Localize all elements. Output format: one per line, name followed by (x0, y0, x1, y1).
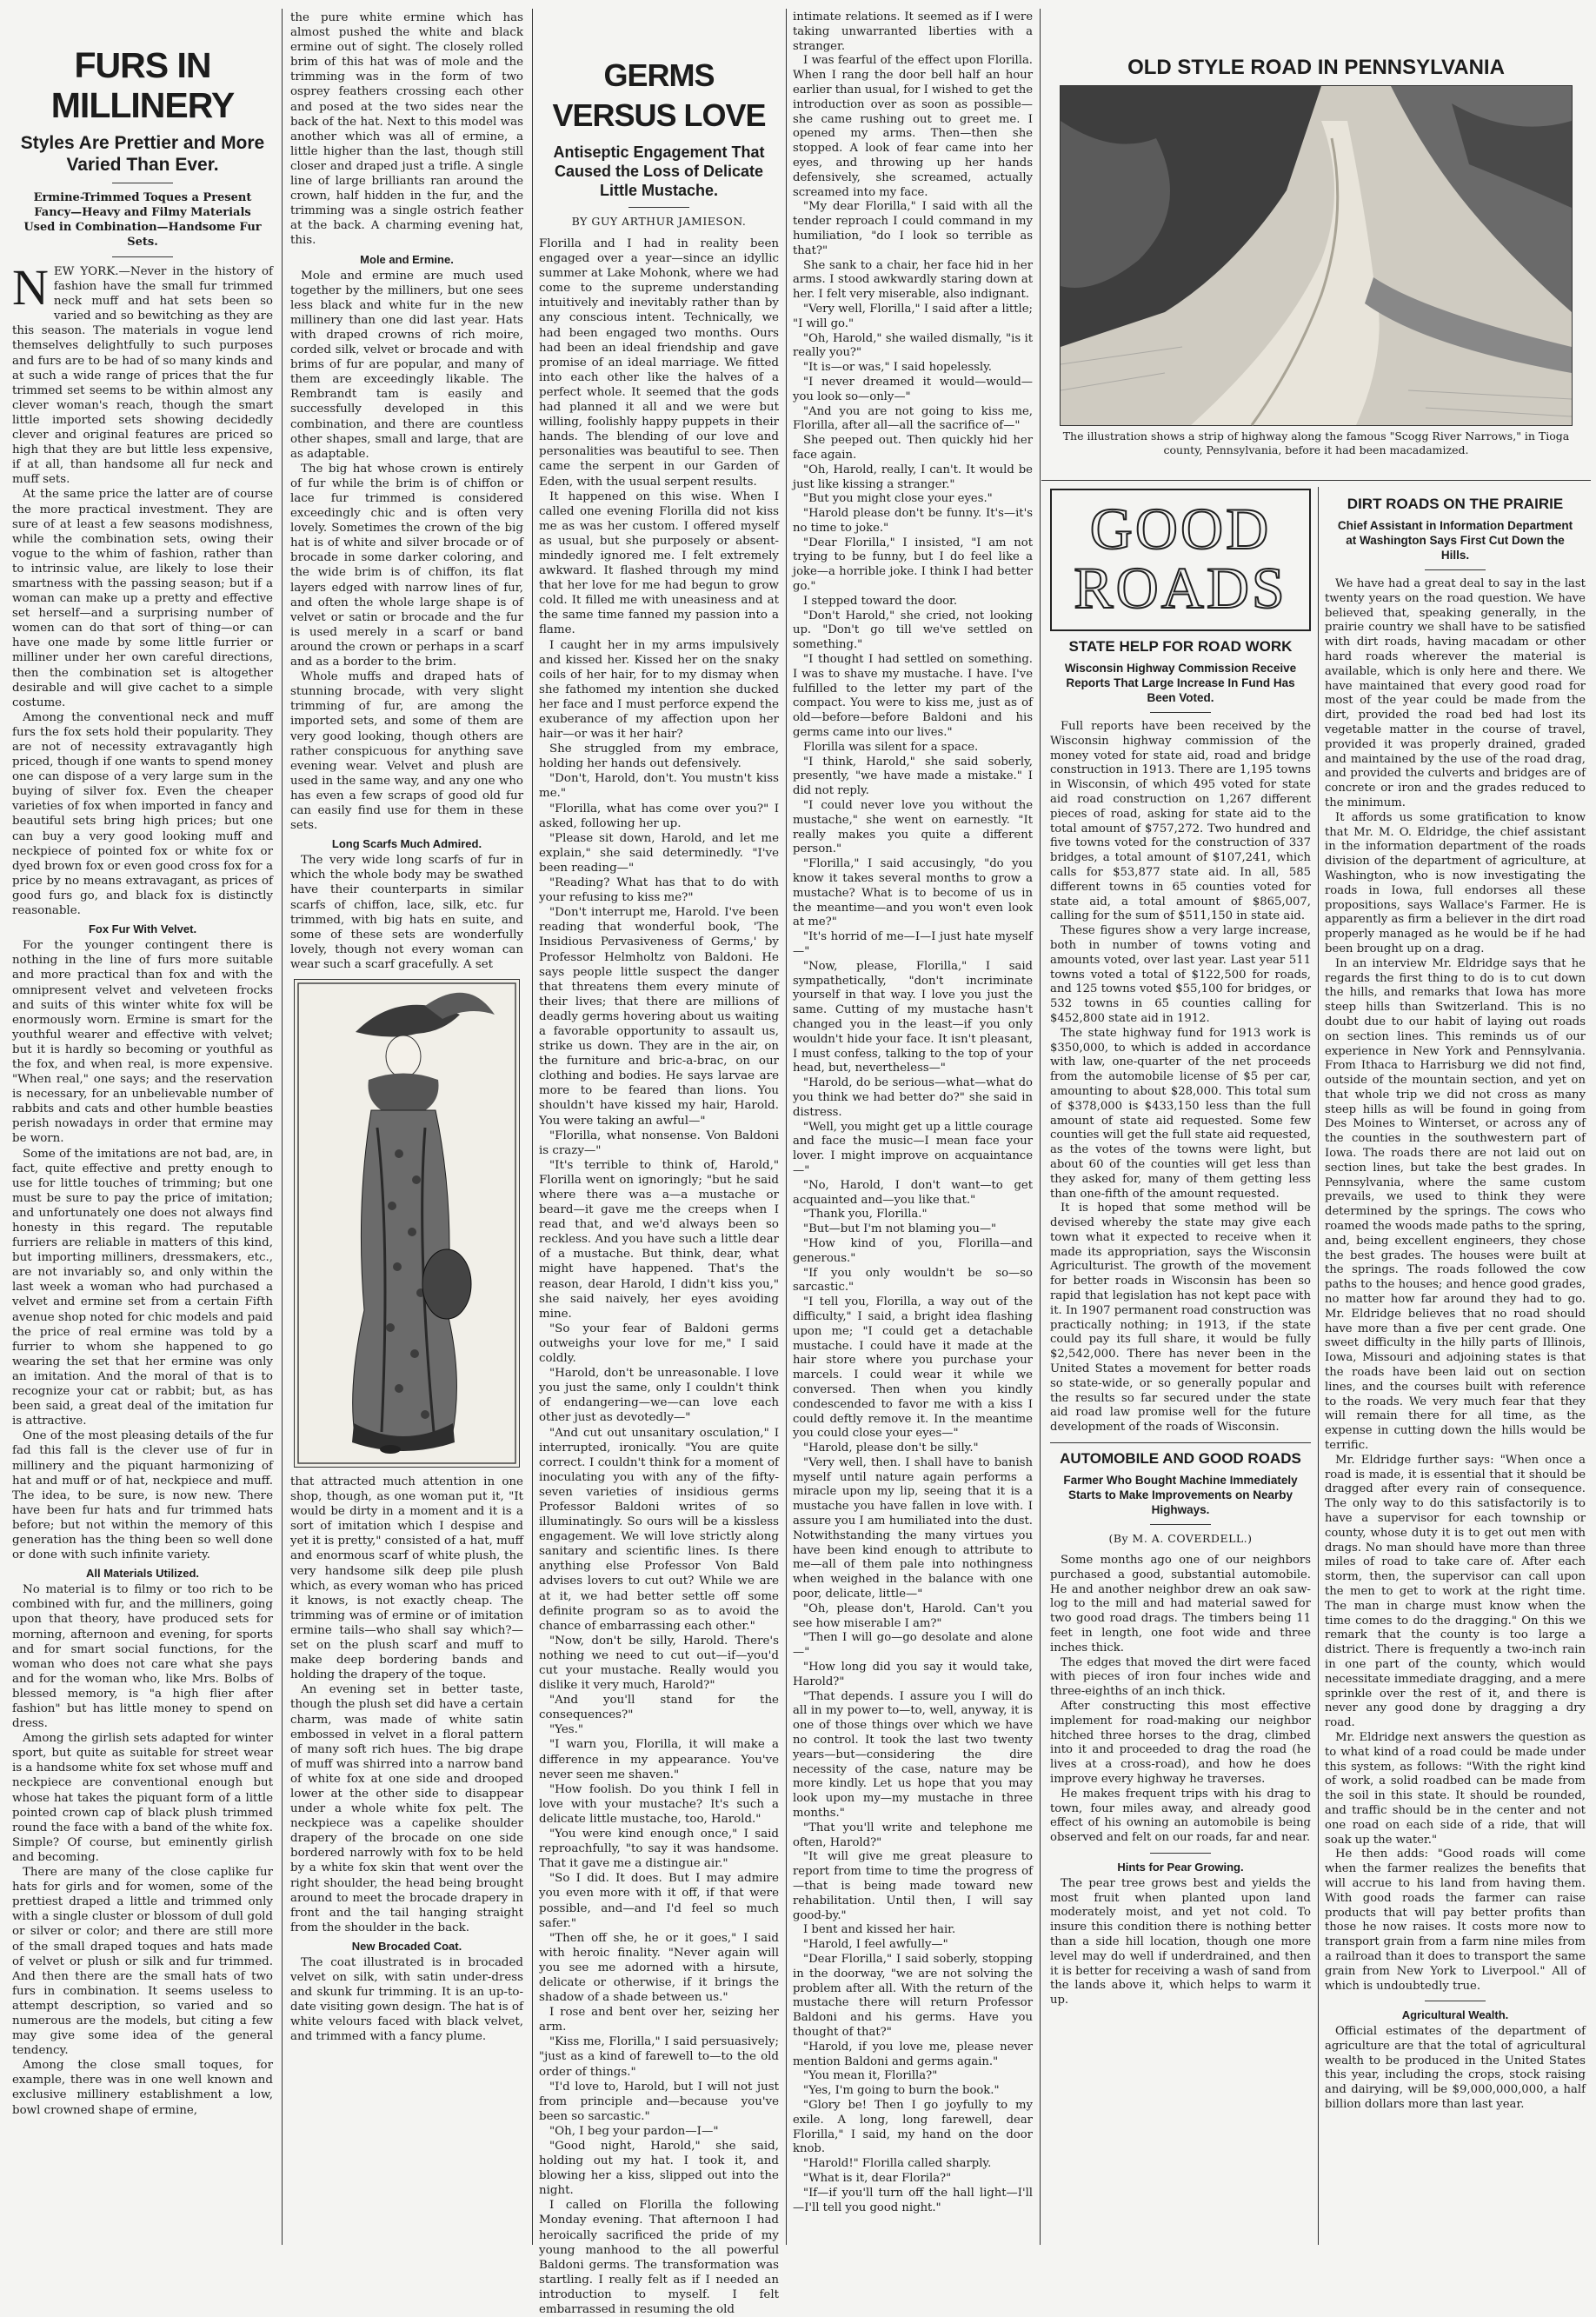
article-deck: Styles Are Prettier and More Varied Than Ever. (20, 133, 265, 175)
paragraph: "If you only wouldn't be so—so sarcastic." (793, 1266, 1033, 1295)
paragraph: "I'd love to, Harold, but I will not just from principle and—because you've been so sarcastic." (539, 2080, 779, 2123)
paragraph: There are many of the close caplike fur hats for girls and for women, some of the prettiest draped a little and trimmed only with a single cluster or blossom of dull gold or silver or color; and there are still more of the small draped toques and hats made of velvet or plush or silk and fur trimmed. And then there are the small hats of two furs in combination. It seems useless to attempt description, so varied and so numerous are the models, but citing a few may give some idea of the general tendency. (12, 1866, 273, 2058)
paragraph: One of the most pleasing details of the fur fad this fall is the clever use of fur in millinery and the piquant harmonizing of hat and muff or of hat, neckpiece and muff. The idea, to be sure, is now new. There have been fur hats and fur trimmed hats before; but not within the memory of this generation has the thing been so well done or done with such infinite variety. (12, 1429, 273, 1562)
column-rule (532, 9, 533, 2245)
paragraph: It affords us some gratification to know that Mr. M. O. Eldridge, the chief assistant in the information department of the roads division of the department of agriculture, at Washington, who is now investigating the roads in Iowa, full endorses all these propositions, says Wallace's Farmer. He is apparently as firm a believer in the dirt road properly managed as he would be if he had been brought up on a drag. (1325, 810, 1586, 955)
paragraph: An evening set in better taste, though the plush set did have a certain charm, was made of white satin embossed in velvet in a floral pattern of many soft rich hues. The big drape of muff was shirred into a narrow band of white fox at one side and drooped lower at the other side to disappear under a whole white fox pelt. The neckpiece was a capelike shoulder drapery of the brocade on one side bordered narrowly with fox to be held by a white fox skin that went over the right shoulder, the head being brought around to meet the brocade drapery in front and the tail hanging straight from the shoulder in the back. (290, 1683, 523, 1934)
paragraph: I called on Florilla the following Monday evening. That afternoon I had heroically sacrificed the pride of my young manhood to the all powerful Baldoni germs. The transformation was startling. I really felt as if I needed an introduction to myself. I felt embarrassed in resuming the old (539, 2199, 779, 2317)
paragraph: "Dear Florilla," I said soberly, stopping in the doorway, "we are not solving the problem after all. With the return of the mustache there will return Professor Baldoni and his germs. Have you thought of that?" (793, 1952, 1033, 2039)
paragraph: "I thought I had settled on something. I was to shave my mustache. I have. I've fulfilled to the letter my part of the compact. You were to kiss me, just as of old—before—before Baldoni and his germs came into our lives." (793, 653, 1033, 740)
paragraph: We have had a great deal to say in the last twenty years on the road question. We have believed that, speaking generally, in the prairie country we shall have to be satisfied with dirt roads, having macadam or other hard roads wherever the material is available, which is only here and there. We have maintained that every good road for most of the year could be made from the dirt, provided the road bed had lost its vegetable matter in the course of travel, provided it was properly drained, graded and maintained by the use of the road drag, and provided the culverts and bridges are of concrete or iron and the grades reduced to the minimum. (1325, 577, 1586, 809)
paragraph: The coat illustrated is in brocaded velvet on silk, with satin under-dress and skunk fur trimming. It is an up-to-date visiting gown design. The hat is of white velours faced with black velvet, and trimmed with a fancy plume. (290, 1956, 523, 2044)
paragraph: The very wide long scarfs of fur in which the whole body may be swathed have their counterparts in similar scarfs of chiffon, lace, silk, etc. fur trimmed, with big hats en suite, and some of these sets are wonderfully lovely, though not every woman can wear such a scarf gracefully. A set (290, 854, 523, 971)
photo-caption: The illustration shows a strip of highway along the famous "Scogg River Narrows," in Tioga county, Pennsylvania, before it had been macadamized. (1062, 429, 1570, 456)
paragraph: "So I did. It does. But I may admire you even more with it off, if that were possible, and—and I'd feel so much safer." (539, 1872, 779, 1930)
article-subdeck: Ermine-Trimmed Toques a Present Fancy—Heavy and Filmy Materials Used in Combination—Handsome Fur Sets. (23, 191, 262, 249)
paragraph: Mr. Eldridge further says: "When once a road is made, it is essential that it should be dragged after every rain of consequence. The only way to do this satisfactorily is to have a supervisor for each township or county, whose duty it is to get out men with drags. No man should have more than three miles of road to take care of. After each storm, then, the supervisor can call upon the men to get to work at the right time. The man in charge must know when the time comes to do the dragging." On this we remark that the county is too large a district. There is frequently a two-inch rain in one part of the county, which would necessitate immediate dragging, and a mere sprinkle over the rest of it, and there is never any good done by dragging a dry road. (1325, 1453, 1586, 1730)
paragraph: She sank to a chair, her face hid in her arms. I stood awkwardly staring down at her. I felt very miserable, also indignant. (793, 258, 1033, 302)
banner-line: GOOD (1089, 496, 1272, 562)
paragraph: "Florilla, what has come over you?" I asked, following her up. (539, 802, 779, 830)
paragraph: "It's horrid of me—I—I just hate myself—" (793, 930, 1033, 958)
paragraph: "That depends. I assure you I will do all in my power to—to, well, anyway, it is one of those things over which we have no control. It took the last two twenty years—but—considering the dire necessity of the case, nature may be more kindly. Let us hope that you may look upon my—my mustache in three months." (793, 1689, 1033, 1821)
byline: (By M. A. COVERDELL.) (1108, 1532, 1253, 1546)
paragraph: "It is—or was," I said hopelessly. (803, 361, 992, 375)
furs-article-continued (290, 10, 523, 2243)
paragraph: "I could never love you without the mustache," she went on earnestly. "It really makes you quite a different person." (793, 799, 1033, 856)
paragraph: Among the conventional neck and muff furs the fox sets hold their popularity. They are not of necessity extravagantly high priced, though if one wants to spend money one can dispose of a very large sum in the buying of silver fox. Even the cheaper varieties of fox when imported in fancy and beautiful sets bring high prices; but one can buy a very good looking muff and neckpiece of pointed fox or white fox or dyed brown fox or even good cross fox for a price by no means extravagant, as prices of good furs go, and black fox is distinctly reasonable. (12, 710, 273, 918)
paragraph: "Oh, Harold, really, I can't. It would be just like kissing a stranger." (793, 463, 1033, 491)
paragraph: "Reading? What has that to do with your refusing to kiss me?" (539, 876, 779, 905)
paragraph: "Yes, I'm going to burn the book." (803, 2084, 1000, 2098)
paragraph: "So your fear of Baldoni germs outweighs your love for me," I said coldly. (539, 1322, 779, 1366)
section-divider (1050, 1442, 1311, 1443)
divider (628, 207, 689, 208)
divider (1150, 712, 1211, 713)
road-photo-block (1047, 10, 1586, 487)
paragraph: At the same price the latter are of course the more practical investment. They are sure of at least a few seasons modishness, while the combination sets, owing their vogue to the whim of fashion, rather than to intrinsic value, are likely to lose their smartness with the passing season; but if a woman can make up a pretty and effective set herself—and a surprising number of women can do that sort of thing—or can have one made by some little furrier or milliner under her own careful directions, then the combination set is altogether desirable and will give cachet to a simple costume. (12, 488, 273, 709)
paragraph: Some of the imitations are not bad, are, in fact, quite effective and pretty enough to use for little touches of trimming; but one must be sure to pay the price of imitation; and unfortunately one does not always find honesty in this regard. The reputable furriers are reliable in matters of this kind, but importing milliners, dressmakers, etc., are not invariably so, and only within the last week a woman who had purchased a velvet and ermine set from a certain Fifth avenue shop noted for chic models and paid the price of real ermine was told by a furrier to whom she happened to go wearing the set that her ermine was only an imitation. And the moral of that is to recognize your cat or rabbit; but, as has been said, a great deal of the imitation fur is attractive. (12, 1147, 273, 1428)
paragraph: These figures show a very large increase, both in number of towns voting and amounts voted, over last year. Last year 511 towns voted a total of $122,500 for roads, and 125 towns voted $55,100 for bridges, or 532 towns in 65 counties calling for $452,800 state aid in 1912. (1050, 924, 1311, 1025)
article-body (793, 10, 1033, 2215)
subhead: New Brocaded Coat. (351, 1939, 462, 1953)
paragraph: The big hat whose crown is entirely of fur while the brim is of chiffon or lace fur trimmed is considered exceedingly chic and is often very lovely. Sometimes the crown of the big hat is of white and silver brocade or of brocade in some darker coloring, and the wide brim is of chiffon, its flat layers edged with narrow lines of fur, and often the whole large shape is of velvet or satin or brocade and the fur is used merely in a scarf or band around the crown or perhaps in a scarf and as a border to the brim. (290, 462, 523, 669)
paragraph: "It's terrible to think of, Harold," Florilla went on ignoringly; "but he said where there was a—a mustache or beard—it gave me the creeps when I read that, and we'd always been so reckless. And you have such a little dear of a mustache. But think, dear, what might have happened. That's the reason, dear Harold, I didn't kiss you," she said naively, her eyes avoiding mine. (539, 1158, 779, 1321)
paragraph: "Please sit down, Harold, and let me explain," she said determinedly. "I've been reading—" (539, 831, 779, 875)
column-rule (1040, 9, 1041, 2245)
paragraph: "Harold, I feel awfully—" (803, 1938, 948, 1952)
paragraph: "Then off she, he or it goes," I said with heroic finality. "Never again will you see me adorned with a hirsute, delicate or otherwise, if it brings the shadow of a shade between us." (539, 1931, 779, 2005)
subhead: Hints for Pear Growing. (1117, 1860, 1244, 1874)
paragraph: "Don't interrupt me, Harold. I've been reading that wonderful book, 'The Insidious Pervasiveness of Germs,' by Professor Helmholtz von Baldoni. He says people little suspect the danger that threatens them every minute of their lives; that there are millions of deadly germs hovering about us waiting a favorable opportunity to assault us, strike us down. They are in the air, on the furniture and bric-a-brac, on our clothing and bodies. He says larvae are more to be feared than lions. You shouldn't have kissed my hair, Harold. You were taking an awful—" (539, 906, 779, 1128)
article-headline: STATE HELP FOR ROAD WORK (1068, 638, 1293, 655)
paragraph: "I tell you, Florilla, a way out of the difficulty," I said, a bright idea flashing upon me; "I could get a detachable mustache. I could have it made at the hair store where you purchase your marcels. I could wear it while we conversed. Then when you kindly condescended to favor me with a kiss I could deftly remove it. In the meantime you could close your eyes—" (793, 1295, 1033, 1441)
paragraph: Official estimates of the department of agriculture are that the total of agricultural wealth to be produced in the United States this year, including the crops, stock raising and dairying, will be $9,000,000,000, a half billion dollars more than last year. (1325, 2025, 1586, 2112)
paragraph: "Oh, please don't, Harold. Can't you see how miserable I am?" (793, 1601, 1033, 1630)
paragraph: "How long did you say it would take, Harold?" (793, 1661, 1033, 1688)
article-body (539, 236, 779, 2317)
paragraph: No material is to filmy or too rich to be combined with fur, and the milliners, going upon that theory, have produced sets for morning, afternoon and evening, for sports and for smart social functions, for the woman who does not care what she pays and for the woman who, like Mrs. Bolbs of blessed memory, is "a high flier after fashion" but has little money to spend on dress. (12, 1583, 273, 1731)
divider (112, 256, 173, 257)
paragraph: "But—but I'm not blaming you—" (803, 1222, 997, 1236)
paragraph: "But you might close your eyes." (803, 492, 993, 506)
paragraph: Mr. Eldridge next answers the question as to what kind of a road could be made under this system, as follows: "With the right kind of work, a solid roadbed can be made from the soil in this state. It should be rounded, and traffic should be in the center and not one road on each side of a ride, that will soak up the water." (1325, 1730, 1586, 1847)
paragraph: "Now, don't be silly, Harold. There's nothing we need to cut out—if—you'd cut your mustache. Really would you dislike it very much, Harold?" (539, 1634, 779, 1693)
good-roads-column (1050, 489, 1311, 2243)
paragraph: "And cut out unsanitary osculation," I interrupted, ironically. "You are quite correct. I couldn't think for a moment of inoculating you with any of the fifty-seven varieties of insidious germs Professor Baldoni writes of so illuminatingly. So ours will be a kissless engagement. We will love strictly along sanitary and scientific lines. Is there anything else Professor Von Bald advises lovers to cut out? While we are at it, we had better settle off some definite program so as to avoid the chance of embarrassing each other." (539, 1426, 779, 1633)
paragraph: "Kiss me, Florilla," I said persuasively; "just as a kind of farewell to—to the old order of things." (539, 2035, 779, 2079)
article-deck: Antiseptic Engagement That Caused the Loss of Delicate Little Mustache. (553, 143, 765, 199)
paragraph: "Then I will go—go desolate and alone—" (793, 1631, 1033, 1660)
paragraph: In an interview Mr. Eldridge says that he regards the first thing to do is to cut down the hills, and remarks that Iowa has more steep hills than Switzerland. This is no doubt due to our habit of laying out roads on section lines. This reminds us of our experience in New York and Pennsylvania. From Ithaca to Harrisburg we did not find, outside of the mountain section, and yet on that whole trip we did not cross as many steep hills as will be found in going from Des Moines to Winterset, or across any of the counties in the southwestern part of Iowa. The roads there are not laid out on section lines, but take the best grades. In Pennsylvania, where the same custom prevails, we used to think they were determined by the springs. The cows who roamed the woods made paths to the spring, and, being excellent engineers, they chose the best grades. The houses were built at the springs. The roads followed the cow paths to the houses; and hence good grades, no matter how far around they had to go. Mr. Eldridge believes that no road should have more than a five per cent grade. One sweet difficulty in the hilly parts of Illinois, Iowa, Missouri and adjoining states is that the roads have been laid out on section lines, and the courses built with reference to the roads. We very much fear that they will remain there for all time, as the expense in cutting down the hills would be terrific. (1325, 956, 1586, 1453)
paragraph: "You were kind enough once," I said reproachfully, "to say it was handsome. That it gave me a distingue air." (539, 1828, 779, 1871)
furs-article (12, 10, 273, 2243)
paragraph: "Harold, do be serious—what—what do you think we had better do?" she said in distress. (793, 1076, 1033, 1119)
article-body (290, 1475, 523, 2045)
paragraph: that attracted much attention in one shop, though, as one woman put it, "It would be dirty in a moment and it is a sort of imitation which I despise and yet it is pretty," consisted of a hat, muff and enormous scarf of white plush, the very handsome silk deep pile plush which, as every woman who has priced it knows, is not exactly cheap. The trimming was of ermine or of imitation ermine tails—who shall say which?—set on the plush scarf and muff to make deep bordering bands and holding the drapery of the toque. (290, 1475, 523, 1682)
paragraph: "Glory be! Then I go joyfully to my exile. A long, long farewell, dear Florilla," I said, my hand on the door knob. (793, 2098, 1033, 2156)
paragraph: It is hoped that some method will be devised whereby the state may give each town what it expected to receive when it made its appropriation, says the Wisconsin Agriculturist. The growth of the movement for better roads in Wisconsin has been so rapid that legislation has not kept pace with it. In 1907 permanent road construction was practically nothing; in 1913, if the state could pay its full share, it would be fully $2,542,000. There has never been in the United States a movement for better roads so state-wide, or so generally popular and the results so far secured under the state aid road law promise well for the future development of the roads of Wisconsin. (1050, 1202, 1311, 1435)
paragraph: Florilla and I had in reality been engaged over a year—since an idyllic summer at Lake Mohonk, where we had come to the supreme understanding intuitively and inevitably rather than by any conscious intent. Technically, we had been engaged two months. Ours had been an ideal friendship and gave promise of an ideal marriage. We fitted into each other like the halves of a perfect whole. It seemed that the gods had planned it all and we were but willing, foolishly happy puppets in their hands. The blending of our love and personalities was beautiful to see. Then came the serpent in our Garden of Eden, with the usual serpent results. (539, 237, 779, 489)
paragraph: "Harold!" Florilla called sharply. (803, 2157, 992, 2171)
paragraph: She struggled from my embrace, holding her hands out defensively. (539, 742, 779, 771)
paragraph: I stepped toward the door. (803, 594, 958, 608)
paragraph: Some months ago one of our neighbors purchased a good, substantial automobile. He and another neighbor drew an oak saw-log to the mill and had material sawed for two good road drags. The timbers being 11 feet in length, one foot wide and three inches thick. (1050, 1554, 1311, 1655)
paragraph: She peeped out. Then quickly hid her face again. (793, 434, 1033, 462)
paragraph: "My dear Florilla," I said with all the tender reproach I could command in my humiliation, "do I look so terrible as that?" (793, 200, 1033, 257)
byline: BY GUY ARTHUR JAMIESON. (571, 215, 747, 228)
article-headline: FURS IN MILLINERY (50, 45, 235, 125)
article-body (12, 259, 273, 2118)
paragraph: "Florilla, what nonsense. Von Baldoni is crazy—" (539, 1129, 779, 1157)
paragraph: "It will give me great pleasure to report from time to time the progress of—that is being made toward new rehabilitation. Until then, I will say good-by." (793, 1850, 1033, 1922)
paragraph: Florilla was silent for a space. (803, 740, 979, 754)
paragraph: "Very well, then. I shall have to banish myself until nature again performs a miracle upon my lip, seeing that it is a mustache you have fallen in love with. I assure you I am humiliated into the dust. Notwithstanding the many virtues you have been kind enough to attribute to me—all of them pale into nothingness when weighed in the balance with one poor, delicate, little—" (793, 1455, 1033, 1601)
germs-article (539, 10, 779, 2317)
paragraph: "How foolish. Do you think I fell in love with your mustache? It's such a delicate little mustache, too, Harold." (539, 1782, 779, 1826)
paragraph: "I think, Harold," she said soberly, presently, "we have made a mistake." I did not reply. (793, 755, 1033, 798)
subhead: Long Scarfs Much Admired. (331, 837, 482, 851)
paragraph: "Well, you might get up a little courage and face the music—I mean face your lover. I might improve on acquaintance—" (793, 1120, 1033, 1177)
article-body (1325, 577, 1586, 2113)
paragraph: "Good night, Harold," she said, holding out my hat. I took it, and blowing her a kiss, slipped out into the night. (539, 2140, 779, 2198)
paragraph: I bent and kissed her hair. (803, 1923, 956, 1937)
paragraph: "No, Harold, I don't want—to get acquainted and—you like that." (793, 1178, 1033, 1207)
paragraph: "And you are not going to kiss me, Florilla, after all—all the sacrifice of—" (793, 404, 1033, 433)
paragraph: "You mean it, Florilla?" (803, 2069, 938, 2083)
paragraph: "Now, please, Florilla," I said sympathetically, "don't incriminate yourself in that way. I love you just the same. Cutting of my mustache hasn't changed you in the least—if you only wouldn't hide your face. It isn't pleasant, I must confess, talking to the top of your head, but, nevertheless—" (793, 959, 1033, 1075)
drop-cap: N (12, 259, 49, 316)
paragraph: "And you'll stand for the consequences?" (539, 1694, 779, 1722)
paragraph: He then adds: "Good roads will come when the farmer realizes the benefits that will accrue to his land from having them. With good roads the farmer can raise products that will pay better profits than those he now raises. It costs more now to transport grain from a farm nine miles from a railroad than it does to transport the same grain from New York to Liverpool." All of which is undoubtedly true. (1325, 1848, 1586, 1993)
paragraph: "Harold, if you love me, please never mention Baldoni and germs again." (793, 2040, 1033, 2068)
section-divider (1041, 480, 1591, 481)
article-deck: Chief Assistant in Information Department at Washington Says First Cut Down the Hills. (1337, 519, 1573, 562)
subhead: All Materials Utilized. (85, 1567, 200, 1581)
paragraph: the pure white ermine which has almost pushed the white and black ermine out of sight. The closely rolled brim of this hat was of mole and the trimming was in the form of two osprey feathers crossing each other and posed at the two sides near the back of the hat. Next to this model was another which was all of ermine, a little higher than the last, though still closer and draped just a trifle. A single line of large brilliants ran around the crown, half hidden in the fur, and the trimming was a single ostrich feather at the back. A charming evening hat, this. (290, 11, 523, 248)
banner-line: ROADS (1074, 555, 1287, 621)
road-landscape-image (1061, 86, 1572, 425)
paragraph: "That you'll write and telephone me often, Harold?" (793, 1821, 1033, 1849)
paragraph: Mole and ermine are much used together by the milliners, but one sees less black and white fur in the new millinery than one did last year. Hats with draped crowns of rich moire, corded silk, velvet or brocade and with brims of fur are popular, and many of them are exceedingly likable. The Rembrandt tam is easily and successfully developed in this combination, and there are countless other shapes, small and large, that are as adaptable. (290, 269, 523, 461)
paragraph: "Harold, please don't be silly." (803, 1441, 979, 1455)
divider (1150, 1853, 1211, 1854)
paragraph: "Oh, Harold," she wailed dismally, "is it really you?" (793, 331, 1033, 360)
paragraph: intimate relations. It seemed as if I were taking unwarranted liberties with a stranger. (793, 10, 1033, 53)
woman-in-coat-image (295, 980, 519, 1467)
subhead: Mole and Ermine. (360, 252, 454, 266)
fashion-illustration (294, 979, 520, 1468)
article-headline: AUTOMOBILE AND GOOD ROADS (1060, 1450, 1301, 1468)
paragraph: "If—if you'll turn off the hall light—I'll—I'll tell you good night." (793, 2186, 1033, 2214)
paragraph: "How kind of you, Florilla—and generous." (793, 1236, 1033, 1265)
divider (1150, 1524, 1211, 1525)
paragraph: "Harold please don't be funny. It's—it's no time to joke." (793, 507, 1033, 535)
article-headline: GERMS VERSUS LOVE (552, 57, 766, 133)
paragraph: "Harold, don't be unreasonable. I love you just the same, only I couldn't think of endangering—we—can love each other just as devotedly—" (539, 1367, 779, 1425)
article-body (1050, 1554, 1311, 2008)
paragraph: "I warn you, Florilla, it will make a difference in my appearance. You've never seen me shaven." (539, 1738, 779, 1781)
paragraph: EW YORK.—Never in the history of fashion have the small fur trimmed neck muff and hat sets been so varied and so bewitching as they are this season. The materials in vogue lend themselves delightfully to such purposes and furs are to be had of so many kinds and at such a wide range of prices that the fur trimmed set seems to be within almost any clever woman's reach, though the smart little imported sets showing decidedly clever and original features are priced so high that they are but little less expensive, if at all, than handsome all fur neck and muff sets. (12, 265, 273, 487)
photo-headline: OLD STYLE ROAD IN PENNSYLVANIA (1127, 56, 1505, 79)
article-body (1050, 720, 1311, 1435)
paragraph: "What is it, dear Florila?" (803, 2171, 952, 2185)
paragraph: Full reports have been received by the Wisconsin highway commission of the money voted for state aid, road and bridge construction in 1913. There are 1,195 towns in Wisconsin, of which 495 voted for state aid road construction on 1,267 different pieces of road, asking for state aid to the total amount of $757,272. Two hundred and five towns voted for the construction of 337 bridges, a total amount of $107,241, which calls for $53,877 state aid. In all, 585 different towns in 65 counties voted for state aid, a total amount of $865,007, calling for the sum of $511,150 in state aid. (1050, 720, 1311, 923)
paragraph: After constructing this most effective implement for road-making our neighbor hitched three horses to the drag, climbed into it and proceeded to drag the road (he lives at a cross-road), and how he does improve every highway he traverses. (1050, 1700, 1311, 1786)
paragraph: "Yes." (549, 1723, 584, 1737)
paragraph: "Very well, Florilla," I said after a little; "I will go." (793, 302, 1033, 330)
paragraph: Among the girlish sets adapted for winter sport, but quite as suitable for street wear is a handsome white fox set whose muff and neckpiece are conventional enough but whose hat takes the piquant form of a little pointed crown cap of black plush trimmed round the face with a band of the white fox. Simple? Of course, but eminently girlish and becoming. (12, 1732, 273, 1864)
article-headline: DIRT ROADS ON THE PRAIRIE (1347, 496, 1564, 512)
paragraph: "Don't, Harold, don't. You mustn't kiss me." (539, 772, 779, 801)
column-rule (1318, 487, 1319, 2245)
divider (1425, 569, 1486, 570)
paragraph: I was fearful of the effect upon Florilla. When I rang the door bell half an hour earlier than usual, for I wished to get the introduction over as soon as possible—she came rushing out to greet me. I opened my arms. Then—then she stopped. A look of fear came into her eyes, and throwing up her hands defensively, she screamed, actually screamed into my face. (793, 54, 1033, 199)
paragraph: The state highway fund for 1913 work is $350,000, to which is added in accordance with law, one-quarter of the net proceeds from the automobile license of $5 per car, amounting to about $28,000. This total sum of $378,000 is $433,150 less than the full amount of state aid requested. Some few counties will get the full state aid requested, as the votes of the towns were light, but about 60 of the counties will get less than they asked for, many of them getting less than one-fifth of the amount requested. (1050, 1026, 1311, 1201)
germs-article-continued (793, 10, 1033, 2243)
good-roads-banner (1050, 489, 1311, 631)
article-deck: Wisconsin Highway Commission Receive Reports That Large Increase In Fund Has Been Voted. (1064, 662, 1297, 704)
paragraph: "Dear Florilla," I insisted, "I am not trying to be funny, but I do feel like a joke—a horrible joke. I think I had better go." (793, 536, 1033, 594)
paragraph: "I never dreamed it would—would—you look so—only—" (793, 375, 1033, 403)
column-rule (786, 9, 787, 2245)
paragraph: "Florilla," I said accusingly, "do you know it takes several months to grow a mustache? What is to become of us in the meantime—and you won't even look at me?" (793, 857, 1033, 929)
subhead: Fox Fur With Velvet. (88, 922, 197, 936)
paragraph: "Don't Harold," she cried, not looking up. "Don't go till we've settled on something." (793, 609, 1033, 652)
paragraph: The edges that moved the dirt were faced with pieces of iron four inches wide and three-eighths of an inch thick. (1050, 1655, 1311, 1699)
paragraph: It happened on this wise. When I called one evening Florilla did not kiss me as was her custom. I offered myself as usual, but she purposely or absent-mindedly ignored me. I felt extremely awkward. It flashed through my mind that her love for me had begun to grow cold. It filled me with uneasiness and at the same time fanned my passion into a flame. (539, 489, 779, 637)
paragraph: Whole muffs and draped hats of stunning brocade, with very slight trimming of fur, are among the imported sets, and some of them are very good looking, though others are rather conspicuous for anything save evening wear. Velvet and plush are used in the same way, and any one who has even a few scraps of good old fur can easily find use for them in these sets. (290, 670, 523, 833)
column-rule (282, 9, 283, 2245)
paragraph: "Oh, I beg your pardon—I—" (549, 2124, 719, 2138)
paragraph: The pear tree grows best and yields the most fruit when planted upon land moderately moist, and yet not cold. To insure this condition there is nothing better than a side hill location, though one more level may do well if underdrained, and then it is better for receiving a wash of sand from the lands above it, which helps to warm it up. (1050, 1876, 1311, 2007)
paragraph: For the younger contingent there is nothing in the line of furs more suitable and more practical than fox and with the omnipresent velvet and velveteen frocks and suits of this winter white fox will be enormously worn. Ermine is smart for the youthful wearer and effective with velvet; but it is hardly so becoming or youthful as the fox, and when real, is more expensive. "When real," one says; and the reservation is necessary, for an unbelievable number of rabbits and cats and other humble beasties perish nowadays in order that ermine may be worn. (12, 939, 273, 1146)
subhead: Agricultural Wealth. (1401, 2008, 1509, 2022)
paragraph: Among the close small toques, for example, there was in one well known and exclusive millinery establishment a low, bowl crowned shape of ermine, (12, 2059, 273, 2117)
article-body (290, 10, 523, 972)
paragraph: He makes frequent trips with his drag to town, four miles away, and already good effect of his owning an automobile is being observed and felt on our roads, far and near. (1050, 1787, 1311, 1845)
paragraph: I caught her in my arms impulsively and kissed her. Kissed her on the snaky coils of her hair, for to my dismay when she fathomed my intention she ducked her face and I must perforce expend the exuberance of my affection upon her hair—or was it her hair? (539, 638, 779, 742)
article-deck: Farmer Who Bought Machine Immediately Starts to Make Improvements on Nearby Highways. (1063, 1474, 1298, 1517)
paragraph: I rose and bent over her, seizing her arm. (539, 2006, 779, 2034)
paragraph: "Thank you, Florilla." (803, 1208, 928, 1222)
dirt-roads-article (1325, 489, 1586, 2243)
road-photo (1060, 85, 1573, 426)
